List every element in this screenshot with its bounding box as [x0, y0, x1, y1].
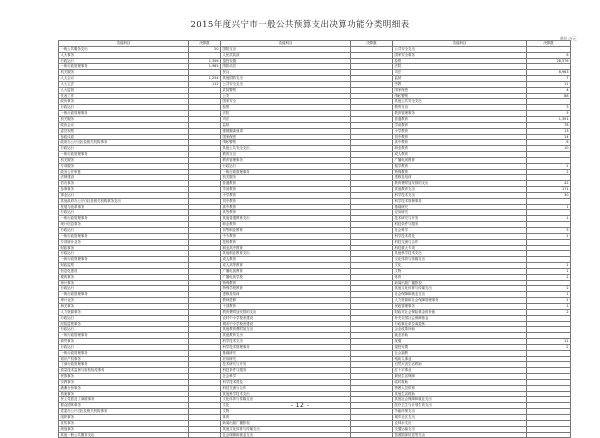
subject-cell: 学前教育: [221, 187, 351, 193]
subject-cell: 职业教育: [221, 222, 351, 228]
amount-cell: 1: [527, 216, 571, 222]
subject-cell: 资源勘探信息等支出: [393, 432, 527, 438]
subject-cell: 留学教育: [393, 163, 527, 169]
subject-cell: 武装警察: [221, 87, 351, 93]
subject-cell: 科技重大专项: [393, 245, 527, 251]
subject-cell: 高等教育: [221, 210, 351, 216]
subject-cell: 成人教育: [221, 257, 351, 263]
subject-cell: 初中教育: [393, 134, 527, 140]
subject-cell: 检察: [393, 58, 527, 64]
subject-cell: 普通教育: [393, 116, 527, 122]
subject-cell: 组织事务: [59, 415, 189, 421]
subject-cell: 文物: [221, 409, 351, 415]
subject-cell: 退役安置: [393, 344, 527, 350]
subject-cell: 应用研究: [221, 356, 351, 362]
subject-cell: 行政运行: [59, 327, 189, 333]
subject-cell: 科学技术支出: [221, 339, 351, 345]
subject-cell: 其他普通教育支出: [221, 216, 351, 222]
subject-cell: 体育: [393, 274, 527, 280]
subject-cell: 财政事务: [59, 245, 189, 251]
subject-cell: 特殊教育: [393, 169, 527, 175]
subject-cell: 技校教育: [221, 239, 351, 245]
subject-cell: 教育管理事务: [393, 111, 527, 117]
subject-cell: 其他文化体育与传媒支出: [393, 286, 527, 292]
subject-cell: 公共安全支出: [221, 81, 351, 87]
subject-cell: 政协会议: [59, 122, 189, 128]
subject-cell: 一般公共服务支出: [59, 46, 189, 52]
subject-cell: 其他文化体育与传媒支出: [221, 426, 351, 432]
subject-cell: 红十字事业: [393, 368, 527, 374]
subject-cell: 最低生活保障: [393, 374, 527, 380]
subject-cell: 科技条件与服务: [393, 222, 527, 228]
subject-cell: 农村中小学校舍建设: [221, 315, 351, 321]
subject-cell: 司法: [393, 70, 527, 76]
amount-cell: 11: [527, 339, 571, 345]
subject-cell: 代表工作: [59, 93, 189, 99]
amount-cell: [189, 432, 221, 438]
subject-cell: 广播电视教育: [221, 268, 351, 274]
subject-cell: 行政运行: [59, 210, 189, 216]
amount-cell: 5: [527, 111, 571, 117]
subject-cell: 文化: [393, 263, 527, 269]
amount-cell: 1: [527, 303, 571, 309]
subject-cell: 国防支出: [221, 46, 351, 52]
subject-cell: 交通运输支出: [393, 426, 527, 432]
subject-cell: 其他教育支出: [393, 187, 527, 193]
subject-cell: 一般行政管理事务: [59, 111, 189, 117]
amount-cell: 171: [527, 187, 571, 193]
amount-cell: 1,254: [189, 76, 221, 82]
subject-cell: 信息化建设: [59, 268, 189, 274]
subject-cell: 海关事务: [59, 303, 189, 309]
subject-cell: 干部教育: [221, 303, 351, 309]
subject-cell: 成人高等教育: [221, 263, 351, 269]
subject-cell: 一般行政管理事务: [221, 169, 351, 175]
subject-cell: 就业补助: [393, 333, 527, 339]
subject-cell: 档案事务: [59, 391, 189, 397]
subject-cell: 特殊学校教育: [221, 286, 351, 292]
subject-cell: 科学技术支出: [393, 192, 527, 198]
subject-cell: 医疗卫生与计划生育支出: [393, 403, 527, 409]
amount-cell: 3: [527, 228, 571, 234]
amount-cell: 1,356: [189, 58, 221, 64]
subject-cell: 公安: [221, 93, 351, 99]
header-final-amount-2: 决算数: [351, 41, 393, 47]
subject-cell: 缉私警察: [393, 93, 527, 99]
subject-cell: 社会保障和就业支出: [221, 432, 351, 438]
amount-cell: [351, 432, 393, 438]
subject-cell: 人力资源事务: [59, 309, 189, 315]
subject-cell: 事业运行: [59, 192, 189, 198]
subject-cell: 小学教育: [393, 128, 527, 134]
subject-cell: 一般行政管理事务: [59, 64, 189, 70]
subject-cell: 政务公开审批: [59, 169, 189, 175]
subject-cell: 其他一般公共服务支出: [59, 432, 189, 438]
subject-cell: 财政对社会保险基金的补助: [393, 309, 527, 315]
subject-cell: 一般行政管理事务: [59, 292, 189, 298]
subject-cell: 机关服务: [221, 175, 351, 181]
subject-cell: 其他科学技术支出: [393, 251, 527, 257]
header-final-amount-1: 决算数: [189, 41, 221, 47]
subject-cell: 应用研究: [393, 210, 527, 216]
subject-cell: 新闻出版广播影视: [221, 420, 351, 426]
amount-cell: 1: [527, 204, 571, 210]
amount-cell: 2: [527, 309, 571, 315]
subject-cell: 知识产权事务: [59, 356, 189, 362]
subject-cell: 参政议政: [59, 134, 189, 140]
table-row: [59, 432, 571, 438]
subject-cell: 抚恤: [393, 339, 527, 345]
subject-cell: 教师进修: [221, 298, 351, 304]
subject-cell: 法制建设: [59, 175, 189, 181]
subject-cell: 人大会议: [59, 76, 189, 82]
subject-cell: 人力资源和社会保障管理事务: [393, 298, 527, 304]
subject-cell: 行政运行: [59, 146, 189, 152]
subject-cell: 税收事务: [59, 274, 189, 280]
subject-cell: 纪检监察事务: [59, 321, 189, 327]
header-function-subject-3: 功能科目: [393, 41, 527, 47]
subject-cell: 审计事务: [59, 280, 189, 286]
subject-cell: 宣传事务: [59, 420, 189, 426]
subject-cell: 企业改革补助: [393, 327, 527, 333]
subject-cell: 文化: [221, 403, 351, 409]
subject-cell: 社会福利: [393, 350, 527, 356]
subject-cell: 科学技术管理事务: [221, 344, 351, 350]
subject-cell: 初等职业教育: [221, 228, 351, 234]
amount-cell: 2: [527, 169, 571, 175]
subject-cell: 其他公共安全支出: [393, 99, 527, 105]
subject-cell: 特困人员供养: [393, 385, 527, 391]
subject-cell: 其他社会保障和就业支出: [393, 397, 527, 403]
subject-cell: 法院: [221, 111, 351, 117]
amount-cell: [527, 432, 571, 438]
subject-cell: 一般行政管理事务: [59, 233, 189, 239]
subject-cell: 一般行政管理事务: [59, 333, 189, 339]
subject-cell: 成人教育: [393, 152, 527, 158]
subject-cell: 行政运行: [59, 58, 189, 64]
subject-cell: 其他政府办公厅(室)及相关机构事务支出: [59, 198, 189, 204]
subject-cell: 一般行政管理事务: [59, 152, 189, 158]
subject-cell: 民主党派及工商联事务: [59, 397, 189, 403]
subject-cell: 劳教: [393, 81, 527, 87]
amount-cell: 1: [527, 292, 571, 298]
amount-cell: 2: [527, 344, 571, 350]
subject-cell: 文物: [393, 268, 527, 274]
subject-cell: 科学技术普及: [393, 233, 527, 239]
report-title: 2015年度兴宁市一般公共预算支出决算功能分类明细表: [190, 20, 410, 30]
subject-cell: 行政事业单位离退休: [393, 321, 527, 327]
subject-cell: 其他教育费附加支出: [221, 327, 351, 333]
subject-cell: 进修及培训: [393, 175, 527, 181]
subject-cell: 社会保障和就业支出: [393, 292, 527, 298]
subject-cell: 人大立法: [59, 81, 189, 87]
subject-cell: 其他教育支出: [221, 333, 351, 339]
subject-cell: 行政运行: [221, 163, 351, 169]
subject-cell: 一般行政管理事务: [59, 350, 189, 356]
subject-cell: 专项统计业务: [59, 239, 189, 245]
subject-cell: 补充全国社会保障基金: [393, 315, 527, 321]
subject-cell: 港澳台侨事务: [59, 385, 189, 391]
unit-label: 单位:万元: [560, 36, 577, 41]
subject-cell: 参事事务: [59, 187, 189, 193]
amount-cell: 1,391: [527, 116, 571, 122]
subject-cell: 农林水支出: [393, 420, 527, 426]
subject-cell: 民兵: [221, 70, 351, 76]
subject-cell: 检察: [221, 105, 351, 111]
amount-cell: 1: [527, 263, 571, 269]
subject-cell: 高中教育: [393, 140, 527, 146]
subject-cell: 初中教育: [221, 198, 351, 204]
subject-cell: 其他职业教育支出: [221, 251, 351, 257]
amount-cell: 3: [527, 105, 571, 111]
amount-cell: 10: [527, 146, 571, 152]
subject-cell: 科技条件与服务: [221, 368, 351, 374]
subject-cell: 法院: [393, 64, 527, 70]
subject-cell: 专项服务: [59, 163, 189, 169]
subject-cell: 宗教事务: [59, 379, 189, 385]
subject-cell: 人民武装部: [221, 52, 351, 58]
subject-cell: 高中教育: [221, 204, 351, 210]
subject-cell: 统计信息事务: [59, 222, 189, 228]
amount-cell: 1: [527, 298, 571, 304]
subject-cell: 商贸事务: [59, 339, 189, 345]
amount-cell: 112: [189, 81, 221, 87]
subject-cell: 节能环保支出: [393, 409, 527, 415]
header-function-subject-2: 功能科目: [221, 41, 351, 47]
amount-cell: 1: [527, 233, 571, 239]
subject-cell: 其他科学技术支出: [221, 391, 351, 397]
subject-cell: 群众团体事务: [59, 403, 189, 409]
subject-cell: 残疾人事业: [393, 356, 527, 362]
subject-cell: 行政运行: [59, 105, 189, 111]
subject-cell: 国防动员: [221, 64, 351, 70]
subject-cell: 社会科学: [393, 228, 527, 234]
subject-cell: 司法: [221, 116, 351, 122]
subject-cell: 学前教育: [393, 122, 527, 128]
subject-cell: 监狱: [221, 122, 351, 128]
subject-cell: 其他公共安全支出: [221, 146, 351, 152]
subject-cell: 财政监察: [59, 263, 189, 269]
subject-cell: 民政管理事务: [393, 303, 527, 309]
expenditure-table: [58, 40, 571, 438]
subject-cell: 教育支出: [393, 105, 527, 111]
subject-cell: 进修及培训: [221, 292, 351, 298]
subject-cell: 机关服务: [59, 157, 189, 163]
subject-cell: 特殊教育: [221, 280, 351, 286]
amount-cell: 42: [527, 181, 571, 187]
amount-cell: 20: [189, 46, 221, 52]
subject-cell: 工商行政管理事务: [59, 362, 189, 368]
subject-cell: 教育支出: [221, 152, 351, 158]
subject-cell: 科技交流与合作: [393, 239, 527, 245]
subject-cell: 发展与改革事务: [59, 204, 189, 210]
subject-cell: 城乡社区支出: [393, 415, 527, 421]
amount-cell: 1: [527, 274, 571, 280]
subject-cell: 缉私警察: [221, 140, 351, 146]
subject-cell: 行政运行: [59, 228, 189, 234]
subject-cell: 普通教育: [221, 181, 351, 187]
subject-cell: 一般行政管理事务: [59, 257, 189, 263]
subject-cell: 国家保密: [221, 134, 351, 140]
subject-cell: 统战事务: [59, 426, 189, 432]
subject-cell: 党委办公厅(室)及相关机构事务: [59, 409, 189, 415]
subject-cell: 文化体育与传媒支出: [221, 397, 351, 403]
subject-cell: 监狱: [393, 76, 527, 82]
subject-cell: 中专教育: [221, 233, 351, 239]
subject-cell: 强制隔离戒毒: [221, 128, 351, 134]
subject-cell: 基础研究: [221, 350, 351, 356]
subject-cell: 教育费附加安排的支出: [221, 309, 351, 315]
subject-cell: 机关服务: [59, 70, 189, 76]
subject-cell: 职业教育: [393, 146, 527, 152]
subject-cell: 技术研究与开发: [221, 362, 351, 368]
subject-cell: 人大事务: [59, 52, 189, 58]
subject-cell: 教育费附加安排的支出: [393, 181, 527, 187]
page-number: - 12 -: [290, 402, 310, 409]
amount-cell: 6: [527, 52, 571, 58]
subject-cell: 小学教育: [221, 192, 351, 198]
subject-cell: 退役安置: [221, 58, 351, 64]
subject-cell: 自然灾害生活救助: [393, 362, 527, 368]
subject-cell: 国家保密: [393, 87, 527, 93]
amount-cell: 6: [527, 140, 571, 146]
table-body: [59, 46, 571, 438]
subject-cell: 社会科学: [221, 374, 351, 380]
subject-cell: 民族事务: [59, 374, 189, 380]
amount-cell: 30: [527, 192, 571, 198]
subject-cell: 临时救助: [393, 379, 527, 385]
amount-cell: 2: [527, 286, 571, 292]
subject-cell: 政府办公厅(室)及相关机构事务: [59, 140, 189, 146]
subject-cell: 技术研究与开发: [393, 216, 527, 222]
amount-cell: 11: [527, 81, 571, 87]
subject-cell: 城市中小学校舍建设: [221, 321, 351, 327]
header-final-amount-3: 决算数: [527, 41, 571, 47]
amount-cell: 6,963: [527, 70, 571, 76]
subject-cell: 广播电视教育: [393, 157, 527, 163]
amount-cell: 86: [527, 93, 571, 99]
subject-cell: 基础研究: [393, 204, 527, 210]
amount-cell: 1,985: [189, 64, 221, 70]
subject-cell: 委员视察: [59, 128, 189, 134]
subject-cell: 教育管理事务: [221, 157, 351, 163]
amount-cell: 4: [527, 87, 571, 93]
subject-cell: 公共安全支出: [393, 46, 527, 52]
subject-cell: 质量技术监督与检验检疫事务: [59, 368, 189, 374]
subject-cell: 国家安全事务: [393, 52, 527, 58]
subject-cell: 广播电视学校: [221, 274, 351, 280]
subject-cell: 行政运行: [59, 251, 189, 257]
subject-cell: 文化体育与传媒支出: [393, 257, 527, 263]
subject-cell: 职业高中教育: [221, 245, 351, 251]
amount-cell: 1: [527, 268, 571, 274]
subject-cell: 一般行政管理事务: [59, 216, 189, 222]
subject-cell: 国家安全: [221, 99, 351, 105]
subject-cell: 政协事务: [59, 99, 189, 105]
subject-cell: 新闻出版广播影视: [393, 280, 527, 286]
subject-cell: 体育: [221, 415, 351, 421]
amount-cell: 14: [527, 134, 571, 140]
subject-cell: 科技交流与合作: [221, 385, 351, 391]
subject-cell: 行政运行: [59, 344, 189, 350]
subject-cell: 机关服务: [59, 116, 189, 122]
subject-cell: 科学技术普及: [221, 379, 351, 385]
subject-cell: 信访事务: [59, 181, 189, 187]
subject-cell: 其他生活救助: [393, 391, 527, 397]
subject-cell: 科学技术管理事务: [393, 198, 527, 204]
subject-cell: 行政运行: [59, 315, 189, 321]
subject-cell: 人大监督: [59, 87, 189, 93]
subject-cell: 其他国防支出: [221, 76, 351, 82]
amount-cell: 78: [527, 122, 571, 128]
amount-cell: 1: [527, 163, 571, 169]
header-function-subject-1: 功能科目: [59, 41, 189, 47]
subject-cell: 审计业务: [59, 298, 189, 304]
subject-cell: 行政运行: [59, 286, 189, 292]
amount-cell: 28,576: [527, 58, 571, 64]
amount-cell: 7: [527, 76, 571, 82]
amount-cell: 13: [527, 128, 571, 134]
